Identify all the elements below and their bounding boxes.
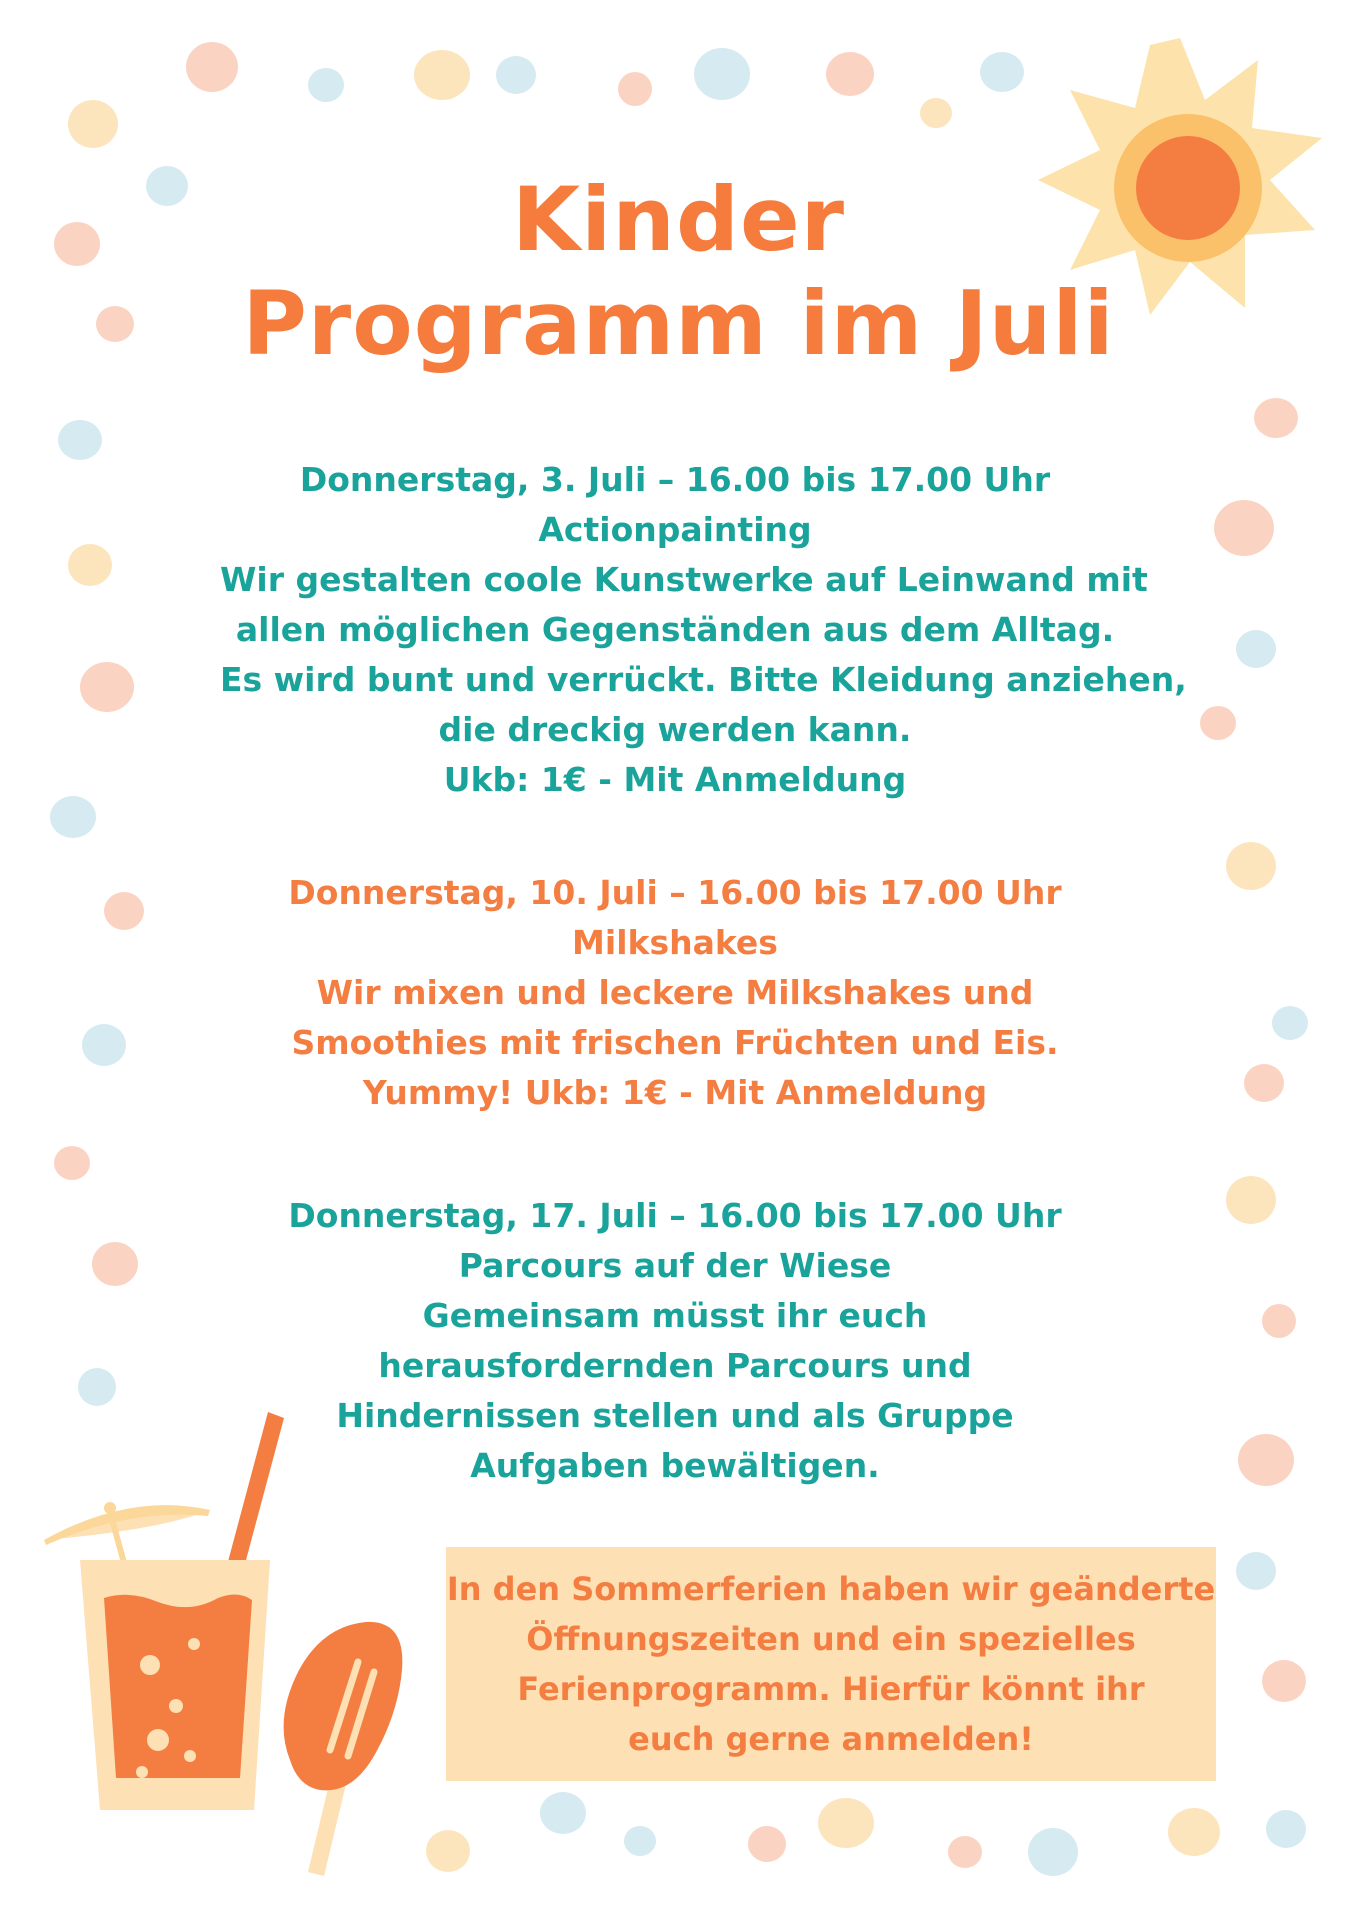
popsicle-icon	[270, 1610, 420, 1880]
dot	[1226, 842, 1276, 890]
event-description-line: Gemeinsam müsst ihr euch	[422, 1296, 928, 1335]
event-title: Parcours auf der Wiese	[458, 1246, 892, 1285]
dot	[948, 1836, 982, 1868]
dot	[748, 1826, 786, 1862]
dot	[1236, 1552, 1276, 1590]
dot	[426, 1830, 470, 1872]
info-box-text	[447, 1564, 1215, 1764]
event-title: Actionpainting	[538, 510, 812, 549]
event-description-line: allen möglichen Gegenständen aus dem Alltag.	[235, 610, 1115, 649]
event-fee: Ukb: 1€ - Mit Anmeldung	[443, 760, 907, 799]
event-description-line: die dreckig werden kann.	[438, 710, 912, 749]
dot	[186, 42, 238, 92]
dot	[80, 662, 134, 712]
title-line-1: Kinder	[511, 168, 846, 271]
dot	[496, 56, 536, 94]
info-line: Ferienprogramm. Hierfür könnt ihr	[517, 1670, 1145, 1708]
dot	[1254, 398, 1298, 438]
event-block	[220, 868, 1130, 1118]
drink-glass-icon	[40, 1400, 300, 1830]
cocktail-umbrella-icon	[44, 1502, 210, 1570]
dot	[826, 52, 874, 96]
event-date-time: Donnerstag, 10. Juli – 16.00 bis 17.00 Uhr	[288, 873, 1062, 912]
dot	[82, 1024, 126, 1066]
dot	[1262, 1660, 1306, 1702]
dot	[694, 48, 750, 100]
event-description-line: Aufgaben bewältigen.	[470, 1446, 880, 1485]
title-line-2: Programm im Juli	[242, 272, 1115, 375]
event-block	[220, 455, 1187, 805]
dot	[54, 1146, 90, 1180]
dot	[68, 544, 112, 586]
dot	[414, 50, 470, 100]
dot	[818, 1798, 874, 1848]
info-line: euch gerne anmelden!	[628, 1720, 1034, 1758]
event-description-line: Hindernissen stellen und als Gruppe	[336, 1396, 1014, 1435]
dot	[1266, 1810, 1306, 1848]
info-line: In den Sommerferien haben wir geänderte	[446, 1570, 1216, 1608]
event-description-line: herausfordernden Parcours und	[378, 1346, 972, 1385]
dot	[68, 100, 118, 148]
event-description-line: Smoothies mit frischen Früchten und Eis.	[291, 1023, 1059, 1062]
event-title: Milkshakes	[572, 923, 778, 962]
dot	[1236, 630, 1276, 668]
info-box	[446, 1547, 1216, 1781]
event-description-line: Es wird bunt und verrückt. Bitte Kleidung anziehen,	[220, 660, 1187, 699]
dot	[1200, 706, 1236, 740]
event-description-line: Wir mixen und leckere Milkshakes und	[316, 973, 1034, 1012]
dot	[980, 52, 1024, 92]
dot	[58, 420, 102, 460]
event-date-time: Donnerstag, 3. Juli – 16.00 bis 17.00 Uhr	[299, 460, 1051, 499]
dot	[1244, 1064, 1284, 1102]
dot	[104, 892, 144, 930]
dot	[1226, 1176, 1276, 1224]
dot	[1262, 1304, 1296, 1338]
event-fee: Yummy! Ukb: 1€ - Mit Anmeldung	[362, 1073, 988, 1112]
event-description-line: Wir gestalten coole Kunstwerke auf Leinwand mit	[220, 560, 1148, 599]
dot	[920, 98, 952, 128]
dot	[50, 796, 96, 838]
event-block	[220, 1191, 1130, 1491]
dot	[308, 68, 344, 102]
dot	[624, 1826, 656, 1856]
dot	[1214, 500, 1274, 556]
dot	[540, 1792, 586, 1834]
dot	[1272, 1006, 1308, 1040]
dot	[1028, 1828, 1078, 1876]
dot	[92, 1242, 138, 1286]
event-date-time: Donnerstag, 17. Juli – 16.00 bis 17.00 Uhr	[288, 1196, 1062, 1235]
info-line: Öffnungszeiten und ein spezielles	[526, 1620, 1136, 1658]
dot	[618, 72, 652, 106]
dot	[1238, 1434, 1294, 1486]
dot	[1168, 1808, 1220, 1856]
